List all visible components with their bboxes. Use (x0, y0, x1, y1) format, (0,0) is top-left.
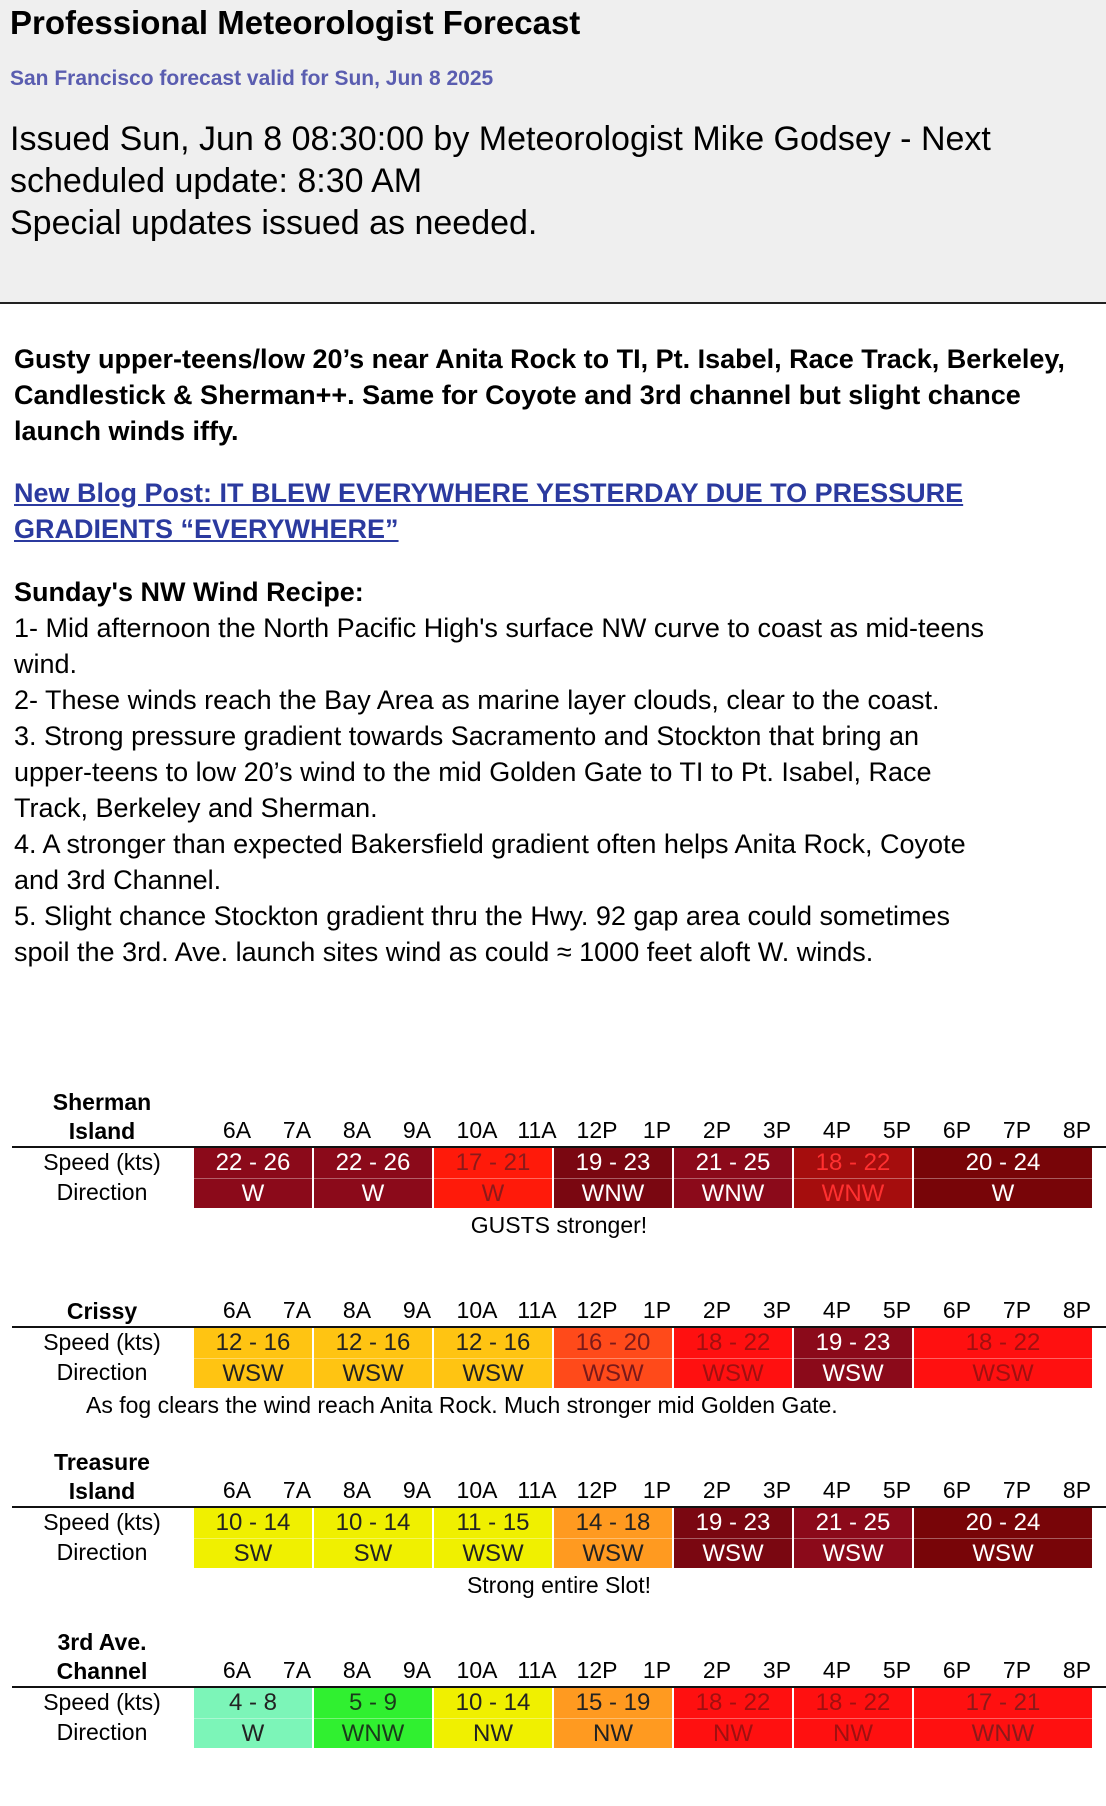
hour-label: 5P (882, 1477, 912, 1503)
wind-speed: 19 - 23 (674, 1508, 792, 1539)
hour-label: 6P (942, 1117, 972, 1143)
blog-link-line: New Blog Post: IT BLEW EVERYWHERE YESTERDAY DUE TO PRESSURE (14, 478, 964, 508)
wind-direction: W (991, 1180, 1015, 1207)
forecast-subtitle: San Francisco forecast valid for Sun, Jun 8 2025 (10, 67, 494, 90)
wind-block (554, 1688, 674, 1748)
hour-label: 6P (942, 1297, 972, 1323)
wind-direction: WNW (971, 1720, 1035, 1747)
wind-speed: 14 - 18 (554, 1508, 672, 1539)
hour-label: 7P (1002, 1117, 1032, 1143)
wind-speed: 20 - 24 (914, 1148, 1092, 1179)
wind-direction: WNW (821, 1180, 885, 1207)
hour-label: 7P (1002, 1297, 1032, 1323)
hour-label: 10A (456, 1657, 498, 1683)
recipe-line: 4. A stronger than expected Bakersfield gradient often helps Anita Rock, Coyote (14, 829, 966, 859)
location-name-line: Island (68, 1478, 136, 1504)
hour-label: 8P (1062, 1297, 1092, 1323)
location-header (12, 1088, 1106, 1146)
wind-grid (12, 1326, 1106, 1390)
wind-direction: W (241, 1720, 265, 1747)
wind-block (674, 1328, 794, 1388)
wind-direction: WNW (701, 1180, 765, 1207)
wind-direction: WSW (822, 1540, 884, 1567)
wind-block (314, 1148, 434, 1208)
wind-block (794, 1148, 914, 1208)
hour-label: 7A (282, 1657, 312, 1683)
location-name (12, 1448, 192, 1506)
recipe-line: 2- These winds reach the Bay Area as marine layer clouds, clear to the coast. (14, 685, 940, 715)
hour-label: 8A (342, 1117, 372, 1143)
hour-label: 1P (642, 1477, 672, 1503)
hour-label: 6A (222, 1117, 252, 1143)
wind-block (554, 1328, 674, 1388)
blog-post-link[interactable] (14, 475, 1092, 547)
hour-label: 1P (642, 1657, 672, 1683)
hour-label: 8P (1062, 1477, 1092, 1503)
issued-line: Special updates issued as needed. (10, 204, 538, 242)
wind-speed: 12 - 16 (434, 1328, 552, 1359)
wind-direction: WSW (582, 1360, 644, 1387)
recipe-title: Sunday's NW Wind Recipe: (14, 577, 364, 607)
hour-label: 7P (1002, 1657, 1032, 1683)
wind-speed: 11 - 15 (434, 1508, 552, 1539)
wind-speed: 12 - 16 (194, 1328, 312, 1359)
wind-grid (12, 1686, 1106, 1750)
wind-speed: 22 - 26 (194, 1148, 312, 1179)
location-header (12, 1448, 1106, 1506)
wind-block (914, 1688, 1094, 1748)
hour-label: 4P (822, 1297, 852, 1323)
hour-label: 3P (762, 1657, 792, 1683)
hour-label: 12P (576, 1477, 618, 1503)
location-name-line: Island (68, 1118, 136, 1144)
hour-label: 11A (517, 1117, 557, 1143)
wind-direction: W (481, 1180, 505, 1207)
location-name-line: Sherman (52, 1089, 152, 1115)
wind-direction: SW (353, 1540, 393, 1567)
wind-direction: WSW (342, 1360, 404, 1387)
hour-label: 11A (517, 1657, 557, 1683)
location-header (12, 1628, 1106, 1686)
wind-block (794, 1328, 914, 1388)
wind-speed: 18 - 22 (794, 1688, 912, 1719)
wind-block (194, 1148, 314, 1208)
hour-label: 7P (1002, 1477, 1032, 1503)
speed-row-label: Speed (kts) (43, 1689, 161, 1715)
wind-speed: 5 - 9 (314, 1688, 432, 1719)
hour-labels (207, 1296, 1106, 1324)
hour-label: 11A (517, 1297, 557, 1323)
hour-label: 12P (576, 1657, 618, 1683)
recipe-line: upper-teens to low 20’s wind to the mid Golden Gate to TI to Pt. Isabel, Race (14, 757, 932, 787)
forecast-note: As fog clears the wind reach Anita Rock. Much stronger mid Golden Gate. (86, 1392, 838, 1418)
issued-line: scheduled update: 8:30 AM (10, 162, 423, 200)
hour-label: 6A (222, 1657, 252, 1683)
wind-direction: W (241, 1180, 265, 1207)
wind-block (434, 1148, 554, 1208)
wind-direction: WSW (972, 1540, 1034, 1567)
wind-speed: 12 - 16 (314, 1328, 432, 1359)
wind-speed: 21 - 25 (674, 1148, 792, 1179)
wind-block (194, 1688, 314, 1748)
wind-block (434, 1328, 554, 1388)
wind-speed: 15 - 19 (554, 1688, 672, 1719)
wind-direction: WSW (702, 1540, 764, 1567)
recipe-line: 3. Strong pressure gradient towards Sacramento and Stockton that bring an (14, 721, 920, 751)
location-name (12, 1088, 192, 1146)
forecast-content (0, 341, 1106, 970)
wind-speed: 10 - 14 (314, 1508, 432, 1539)
hour-label: 4P (822, 1657, 852, 1683)
location-header (12, 1268, 1106, 1326)
hour-label: 2P (702, 1477, 732, 1503)
hour-label: 2P (702, 1117, 732, 1143)
hour-label: 7A (282, 1297, 312, 1323)
issued-line: Issued Sun, Jun 8 08:30:00 by Meteorologist Mike Godsey - Next (10, 120, 991, 158)
hour-label: 8A (342, 1657, 372, 1683)
wind-speed: 21 - 25 (794, 1508, 912, 1539)
hour-label: 3P (762, 1117, 792, 1143)
issued-info (10, 118, 1096, 244)
hour-label: 8P (1062, 1657, 1092, 1683)
hour-label: 5P (882, 1657, 912, 1683)
hour-label: 9A (402, 1117, 432, 1143)
recipe-line: 5. Slight chance Stockton gradient thru the Hwy. 92 gap area could sometimes (14, 901, 951, 931)
forecast-note: GUSTS stronger! (470, 1212, 648, 1238)
recipe-line: and 3rd Channel. (14, 865, 222, 895)
wind-direction: NW (593, 1720, 633, 1747)
wind-block (434, 1508, 554, 1568)
hour-label: 5P (882, 1117, 912, 1143)
hour-label: 9A (402, 1657, 432, 1683)
hour-label: 8P (1062, 1117, 1092, 1143)
location-forecast (12, 1268, 1106, 1418)
wind-direction: SW (233, 1540, 273, 1567)
hour-label: 6A (222, 1477, 252, 1503)
wind-block (194, 1508, 314, 1568)
hour-label: 12P (576, 1117, 618, 1143)
wind-block (554, 1148, 674, 1208)
recipe-line: Track, Berkeley and Sherman. (14, 793, 378, 823)
location-name (12, 1628, 192, 1686)
location-forecast (12, 1448, 1106, 1598)
wind-speed: 18 - 22 (674, 1688, 792, 1719)
hour-labels (207, 1656, 1106, 1684)
wind-direction: WSW (582, 1540, 644, 1567)
hour-label: 4P (822, 1477, 852, 1503)
wind-block (194, 1328, 314, 1388)
hour-labels (207, 1476, 1106, 1504)
wind-direction: NW (473, 1720, 513, 1747)
location-forecast (12, 1088, 1106, 1238)
wind-block (914, 1328, 1094, 1388)
recipe-line: wind. (14, 649, 78, 679)
wind-speed: 22 - 26 (314, 1148, 432, 1179)
hour-label: 8A (342, 1297, 372, 1323)
wind-speed: 19 - 23 (554, 1148, 672, 1179)
hour-label: 10A (456, 1117, 498, 1143)
wind-direction: WSW (972, 1360, 1034, 1387)
wind-block (314, 1688, 434, 1748)
hour-label: 11A (517, 1477, 557, 1503)
wind-direction: W (361, 1180, 385, 1207)
hour-label: 7A (282, 1477, 312, 1503)
forecast-header (0, 0, 1106, 304)
wind-speed: 16 - 20 (554, 1328, 672, 1359)
speed-row-label: Speed (kts) (43, 1329, 161, 1355)
location-name-line: 3rd Ave. (57, 1629, 147, 1655)
wind-direction: WSW (462, 1360, 524, 1387)
wind-speed: 19 - 23 (794, 1328, 912, 1359)
blog-link-line: GRADIENTS “EVERYWHERE” (14, 514, 399, 544)
wind-block (674, 1688, 794, 1748)
hour-label: 3P (762, 1477, 792, 1503)
forecast-note: Strong entire Slot! (466, 1572, 652, 1598)
hour-label: 6P (942, 1477, 972, 1503)
hour-label: 2P (702, 1657, 732, 1683)
hour-label: 6P (942, 1657, 972, 1683)
hour-label: 3P (762, 1297, 792, 1323)
wind-speed: 20 - 24 (914, 1508, 1092, 1539)
hour-label: 7A (282, 1117, 312, 1143)
wind-speed: 10 - 14 (434, 1688, 552, 1719)
hour-label: 1P (642, 1297, 672, 1323)
wind-direction: WSW (702, 1360, 764, 1387)
wind-forecast-tables (0, 1088, 1106, 1788)
hour-label: 8A (342, 1477, 372, 1503)
wind-grid (12, 1506, 1106, 1570)
wind-block (674, 1508, 794, 1568)
recipe-line: 1- Mid afternoon the North Pacific High's surface NW curve to coast as mid-teens (14, 613, 985, 643)
wind-block (314, 1328, 434, 1388)
wind-block (914, 1508, 1094, 1568)
speed-row-label: Speed (kts) (43, 1149, 161, 1175)
wind-direction: WSW (462, 1540, 524, 1567)
wind-direction: WNW (581, 1180, 645, 1207)
wind-direction: WSW (822, 1360, 884, 1387)
direction-row-label: Direction (56, 1179, 148, 1205)
wind-block (794, 1508, 914, 1568)
wind-speed: 18 - 22 (914, 1328, 1092, 1359)
wind-speed: 18 - 22 (794, 1148, 912, 1179)
hour-label: 4P (822, 1117, 852, 1143)
location-forecast (12, 1628, 1106, 1750)
location-name: Crissy (66, 1298, 138, 1324)
hour-label: 9A (402, 1477, 432, 1503)
wind-block (554, 1508, 674, 1568)
hour-label: 2P (702, 1297, 732, 1323)
hour-label: 10A (456, 1477, 498, 1503)
wind-direction: WNW (341, 1720, 405, 1747)
wind-direction: NW (713, 1720, 753, 1747)
hour-label: 10A (456, 1297, 498, 1323)
location-name-line: Treasure (54, 1449, 150, 1475)
direction-row-label: Direction (56, 1719, 148, 1745)
direction-row-label: Direction (56, 1539, 148, 1565)
wind-block (674, 1148, 794, 1208)
hour-label: 5P (882, 1297, 912, 1323)
hour-label: 6A (222, 1297, 252, 1323)
wind-recipe (14, 574, 1092, 970)
wind-direction: WSW (222, 1360, 284, 1387)
wind-direction: NW (833, 1720, 873, 1747)
wind-grid (12, 1146, 1106, 1210)
recipe-line: spoil the 3rd. Ave. launch sites wind as could ≈ 1000 feet aloft W. winds. (14, 937, 874, 967)
hour-label: 1P (642, 1117, 672, 1143)
speed-row-label: Speed (kts) (43, 1509, 161, 1535)
direction-row-label: Direction (56, 1359, 148, 1385)
wind-block (794, 1688, 914, 1748)
hour-label: 9A (402, 1297, 432, 1323)
forecast-headline: Gusty upper-teens/low 20’s near Anita Rock to TI, Pt. Isabel, Race Track, Berkeley, Candlestick & Sherman++. Same for Coyote and 3rd channel but slight chance launch winds iffy. (14, 344, 1065, 446)
page-title: Professional Meteorologist Forecast (10, 4, 581, 41)
hour-labels (207, 1116, 1106, 1144)
location-name-line: Channel (56, 1658, 148, 1684)
wind-speed: 17 - 21 (434, 1148, 552, 1179)
wind-block (914, 1148, 1094, 1208)
wind-block (314, 1508, 434, 1568)
hour-label: 12P (576, 1297, 618, 1323)
wind-block (434, 1688, 554, 1748)
wind-speed: 17 - 21 (914, 1688, 1092, 1719)
wind-speed: 4 - 8 (194, 1688, 312, 1719)
wind-speed: 10 - 14 (194, 1508, 312, 1539)
wind-speed: 18 - 22 (674, 1328, 792, 1359)
